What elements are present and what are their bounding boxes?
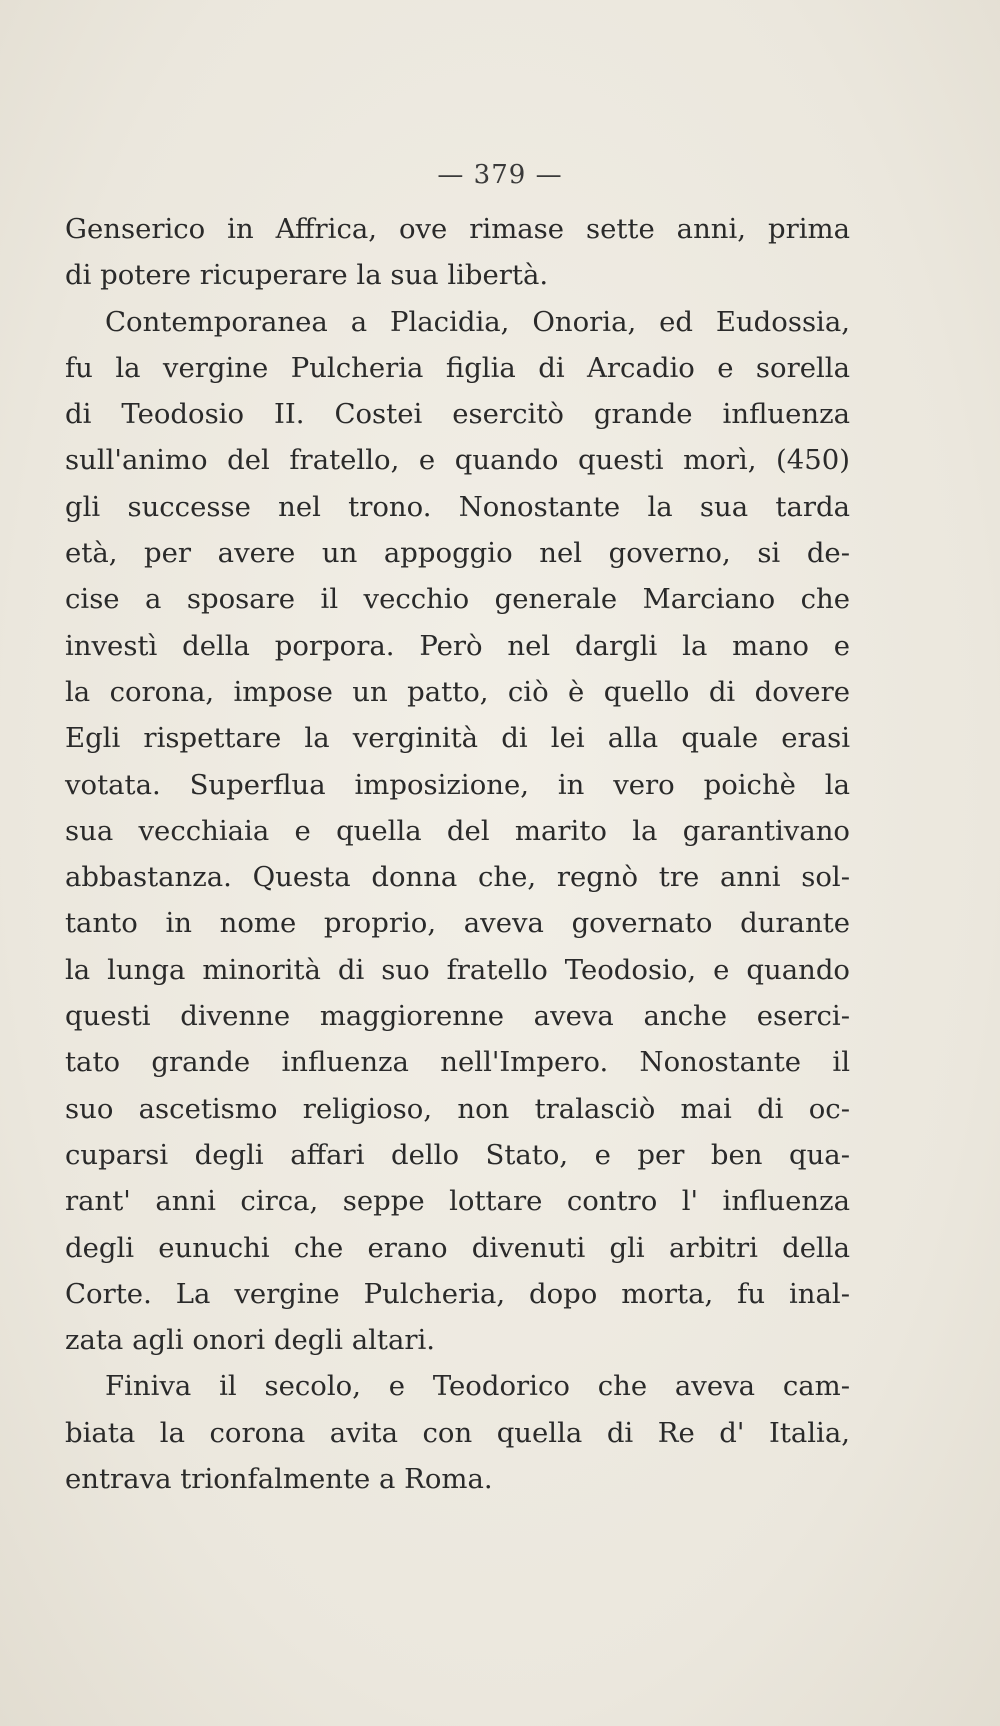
text-line: tato grande influenza nell'Impero. Nonostante il [65, 1046, 850, 1079]
text-line: cuparsi degli affari dello Stato, e per ben qua- [65, 1138, 850, 1171]
text-line: la corona, impose un patto, ciò è quello di dovere [65, 675, 850, 708]
text-line: Genserico in Affrica, ove rimase sette anni, prima [65, 213, 850, 245]
text-line: Finiva il secolo, e Teodorico che aveva cam- [105, 1370, 850, 1403]
text-line: di Teodosio II. Costei esercitò grande influenza [65, 398, 850, 431]
text-line: Corte. La vergine Pulcheria, dopo morta, fu inal- [65, 1277, 850, 1310]
text-line: gli successe nel trono. Nonostante la sua tarda [65, 490, 850, 523]
text-line: di potere ricuperare la sua libertà. [65, 259, 549, 292]
text-line: sua vecchiaia e quella del marito la garantivano [65, 814, 850, 847]
text-line: votata. Superflua imposizione, in vero poichè la [65, 768, 850, 801]
text-line: fu la vergine Pulcheria figlia di Arcadio e sorella [65, 351, 850, 384]
text-line: degli eunuchi che erano divenuti gli arbitri della [65, 1231, 850, 1264]
text-line: cise a sposare il vecchio generale Marciano che [65, 583, 850, 616]
text-line: investì della porpora. Però nel dargli la mano e [65, 629, 850, 662]
page-number: — 379 — [437, 160, 563, 190]
text-line: biata la corona avita con quella di Re d' Italia, [65, 1416, 850, 1449]
text-line: suo ascetismo religioso, non tralasciò mai di oc- [65, 1092, 850, 1125]
body-text [65, 206, 850, 1502]
text-line: la lunga minorità di suo fratello Teodosio, e quando [65, 953, 850, 986]
text-line: zata agli onori degli altari. [65, 1324, 436, 1357]
text-line: questi divenne maggiorenne aveva anche eserci- [65, 1000, 850, 1033]
text-line: rant' anni circa, seppe lottare contro l' influenza [65, 1185, 850, 1218]
text-line: tanto in nome proprio, aveva governato durante [65, 907, 850, 940]
text-line: entrava trionfalmente a Roma. [65, 1463, 493, 1496]
text-line: età, per avere un appoggio nel governo, si de- [65, 537, 850, 570]
text-line: sull'animo del fratello, e quando questi morì, (450) [65, 444, 850, 477]
text-line: Contemporanea a Placidia, Onoria, ed Eudossia, [105, 305, 850, 338]
text-line: Egli rispettare la verginità di lei alla quale erasi [65, 722, 850, 755]
text-line: abbastanza. Questa donna che, regnò tre anni sol- [65, 861, 850, 894]
